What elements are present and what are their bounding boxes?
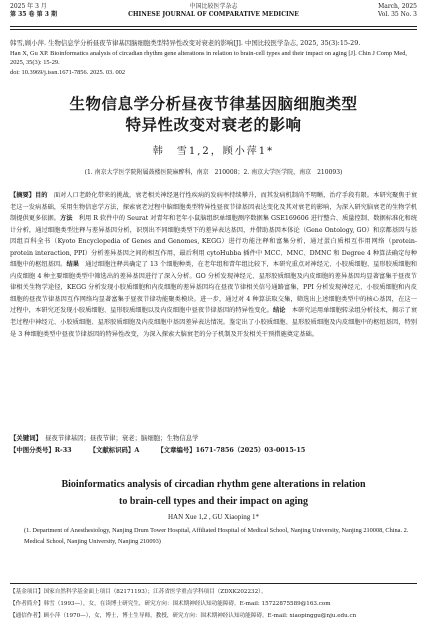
issue-date-cn: 2025 年 3 月 — [10, 3, 47, 10]
title-cn-line-2: 特异性改变对衰老的影响 — [125, 115, 302, 134]
issue-en — [378, 3, 417, 19]
methods-text: 利用 R 软件中的 Seurat 对青年和老年小鼠脑组织单细胞测序数据集 GSE169606 进行整合、质量控制、数据标准化和统计分析，通过细胞类型注释与差异基因分析，识别出不同细胞类型下的差异表达基因，并借助基因本体论（Gene Ontology, GO）和京都基因与基因组百科全书（Kyoto Encyclopedia of Genes and Genomes, KEGG）进行功能注释和富集分析，通过蛋白质相互作用网络（protein-protein interaction, PPI）分析差异基因之间的相互作用，最后利用 cytoHubba 插件中 MCC、MNC、DMNC 和 Degree 4 种算法确定每种细胞中的枢纽基因。 — [10, 215, 418, 269]
running-header — [10, 3, 417, 25]
title-en-line-1: Bioinformatics analysis of circadian rhythm gene alterations in relation — [61, 479, 366, 490]
footnote-corresponding: 【通信作者】顾小萍（1970—），女，博士，博士生导师，教授，研究方向：围术期神经认知功能障碍。E-mail: xiaopinggu@nju.edu.cn — [10, 613, 357, 619]
issue-volume-en: Vol. 35 No. 3 — [377, 11, 417, 18]
title-en-line-2: to brain-cell types and their impact on aging — [119, 496, 308, 507]
journal-name — [10, 3, 417, 19]
objective-label: 目的 — [35, 192, 48, 199]
issue-date-en: March, 2025 — [378, 3, 417, 10]
methods-label: 方法 — [60, 215, 73, 223]
footnote-fund: 【基金项目】国家自然科学基金面上项目（82171193）；江苏省医学重点学科项目（ZDXK202232）。 — [10, 589, 267, 595]
journal-name-cn: 中国比较医学杂志 — [189, 3, 238, 10]
journal-name-en: CHINESE JOURNAL OF COMPARATIVE MEDICINE — [128, 11, 299, 18]
abstract-cn — [10, 190, 417, 340]
authors-en: HAN Xue 1,2 , GU Xiaoping 1* — [168, 513, 259, 521]
article-number: 【文章编号】1671-7856（2025）03-0015-15 — [157, 446, 306, 454]
keywords-text: 昼夜节律基因；昼夜节律；衰老；脑细胞；生物信息学 — [38, 434, 199, 442]
authors-cn: 韩 雪1,2，顾小萍1* — [152, 146, 275, 157]
objective-text: 面对人口老龄化带来的挑战，衰老相关神经退行性疾病的发病率持续攀升，而其发病机制尚不明晰，治疗手段有限。本研究聚焦于衰老这一发病基础，采用生物信息学方法，探索衰老过程中脑细胞类型特异性昼夜节律基因表达变化及其对衰老的影响，为深入研究脑衰老的生物学机制提供更多依据。 — [10, 192, 418, 223]
title-en — [10, 476, 417, 510]
citation-block — [10, 39, 417, 77]
affiliation-en: (1. Department of Anesthesiology, Nanjing Drum Tower Hospital, Affiliated Hospital of Medical School, Nanjing University, Nanjing 210008, China. 2. Medical School, Nanjing University, Nanjing 210093) — [24, 527, 409, 545]
document-code: 【文献标识码】A — [89, 446, 140, 454]
classification-line — [10, 445, 417, 456]
footnote-author: 【作者简介】韩雪（1993—），女，在读博士研究生，研究方向：围术期神经认知功能障碍。E-mail: 15722875589@163.com — [10, 601, 331, 607]
conclusion-text: 本研究运用单细胞转录组分析技术，揭示了衰老过程中神经元、小胶质细胞、星形胶质细胞及内皮细胞中基因差异表达情况。鉴定出了小胶质细胞、星形胶质细胞及内皮细胞中的枢纽基因，特别是 3 种细胞类型中昼夜节律基因的特异性改变，为深入探索大脑衰老的分子机制及开发相关干预措施奠定基础。 — [10, 307, 418, 338]
clc-number: 【中图分类号】R-33 — [10, 446, 72, 454]
citation-cn: 韩雪,顾小萍. 生物信息学分析昼夜节律基因脑细胞类型特异性改变对衰老的影响[J]. 中国比较医学杂志, 2025, 35(3):15-29. — [10, 39, 361, 47]
results-label: 结果 — [66, 261, 79, 269]
affiliation-cn: (1. 南京大学医学院附属鼓楼医院麻醉科，南京 210008；2. 南京大学医学院，南京 210093) — [84, 169, 343, 176]
title-cn-line-1: 生物信息学分析昼夜节律基因脑细胞类型 — [69, 94, 358, 113]
keywords — [10, 433, 417, 444]
conclusion-label: 结论 — [273, 307, 286, 315]
results-text: 通过细胞注释共确定了 13 个细胞种类，在老年组和青年组比较下，本研究重点对神经元、小胶质细胞、星形胶质细胞和内皮细胞 4 种主要细胞类型中筛选出的差异基因进行了深入分析。GO 分析发现神经元、星形胶质细胞及内皮细胞的差异基因均显著富集于昼夜节律相关生物学途径，KEGG 分析发现小胶质细胞和内皮细胞的差异基因均在昼夜节律相关信号通路富集，PPI 分析发现神经元、小胶质细胞和内皮细胞的昼夜节律基因互作网络均显著富集于昼夜节律功能聚类模块。进一步，通过对 4 种算法取交集，筛选出上述细胞类型中的核心基因，在这一过程中，本研究还发现小胶质细胞、星形胶质细胞以及内皮细胞中昼夜节律基因的特异性变化。 — [10, 261, 418, 315]
footnotes — [10, 586, 417, 622]
issue-volume-cn: 第 35 卷 第 3 期 — [10, 11, 57, 18]
abstract-label: 【摘要】 — [10, 192, 36, 199]
citation-en: Han X, Gu XP. Bioinformatics analysis of circadian rhythm gene alterations in relation to brain-cell types and their impact on aging [J]. Chin J Comp Med, 2025, 35(3): 15-29. — [10, 49, 408, 67]
doi-link[interactable]: doi: 10.3969/j.issn.1671-7856. 2025. 03. 002 — [10, 68, 126, 76]
keywords-label: 【关键词】 — [10, 434, 39, 442]
header-rule — [10, 26, 417, 30]
footnote-rule — [10, 583, 417, 584]
title-cn — [10, 93, 417, 135]
